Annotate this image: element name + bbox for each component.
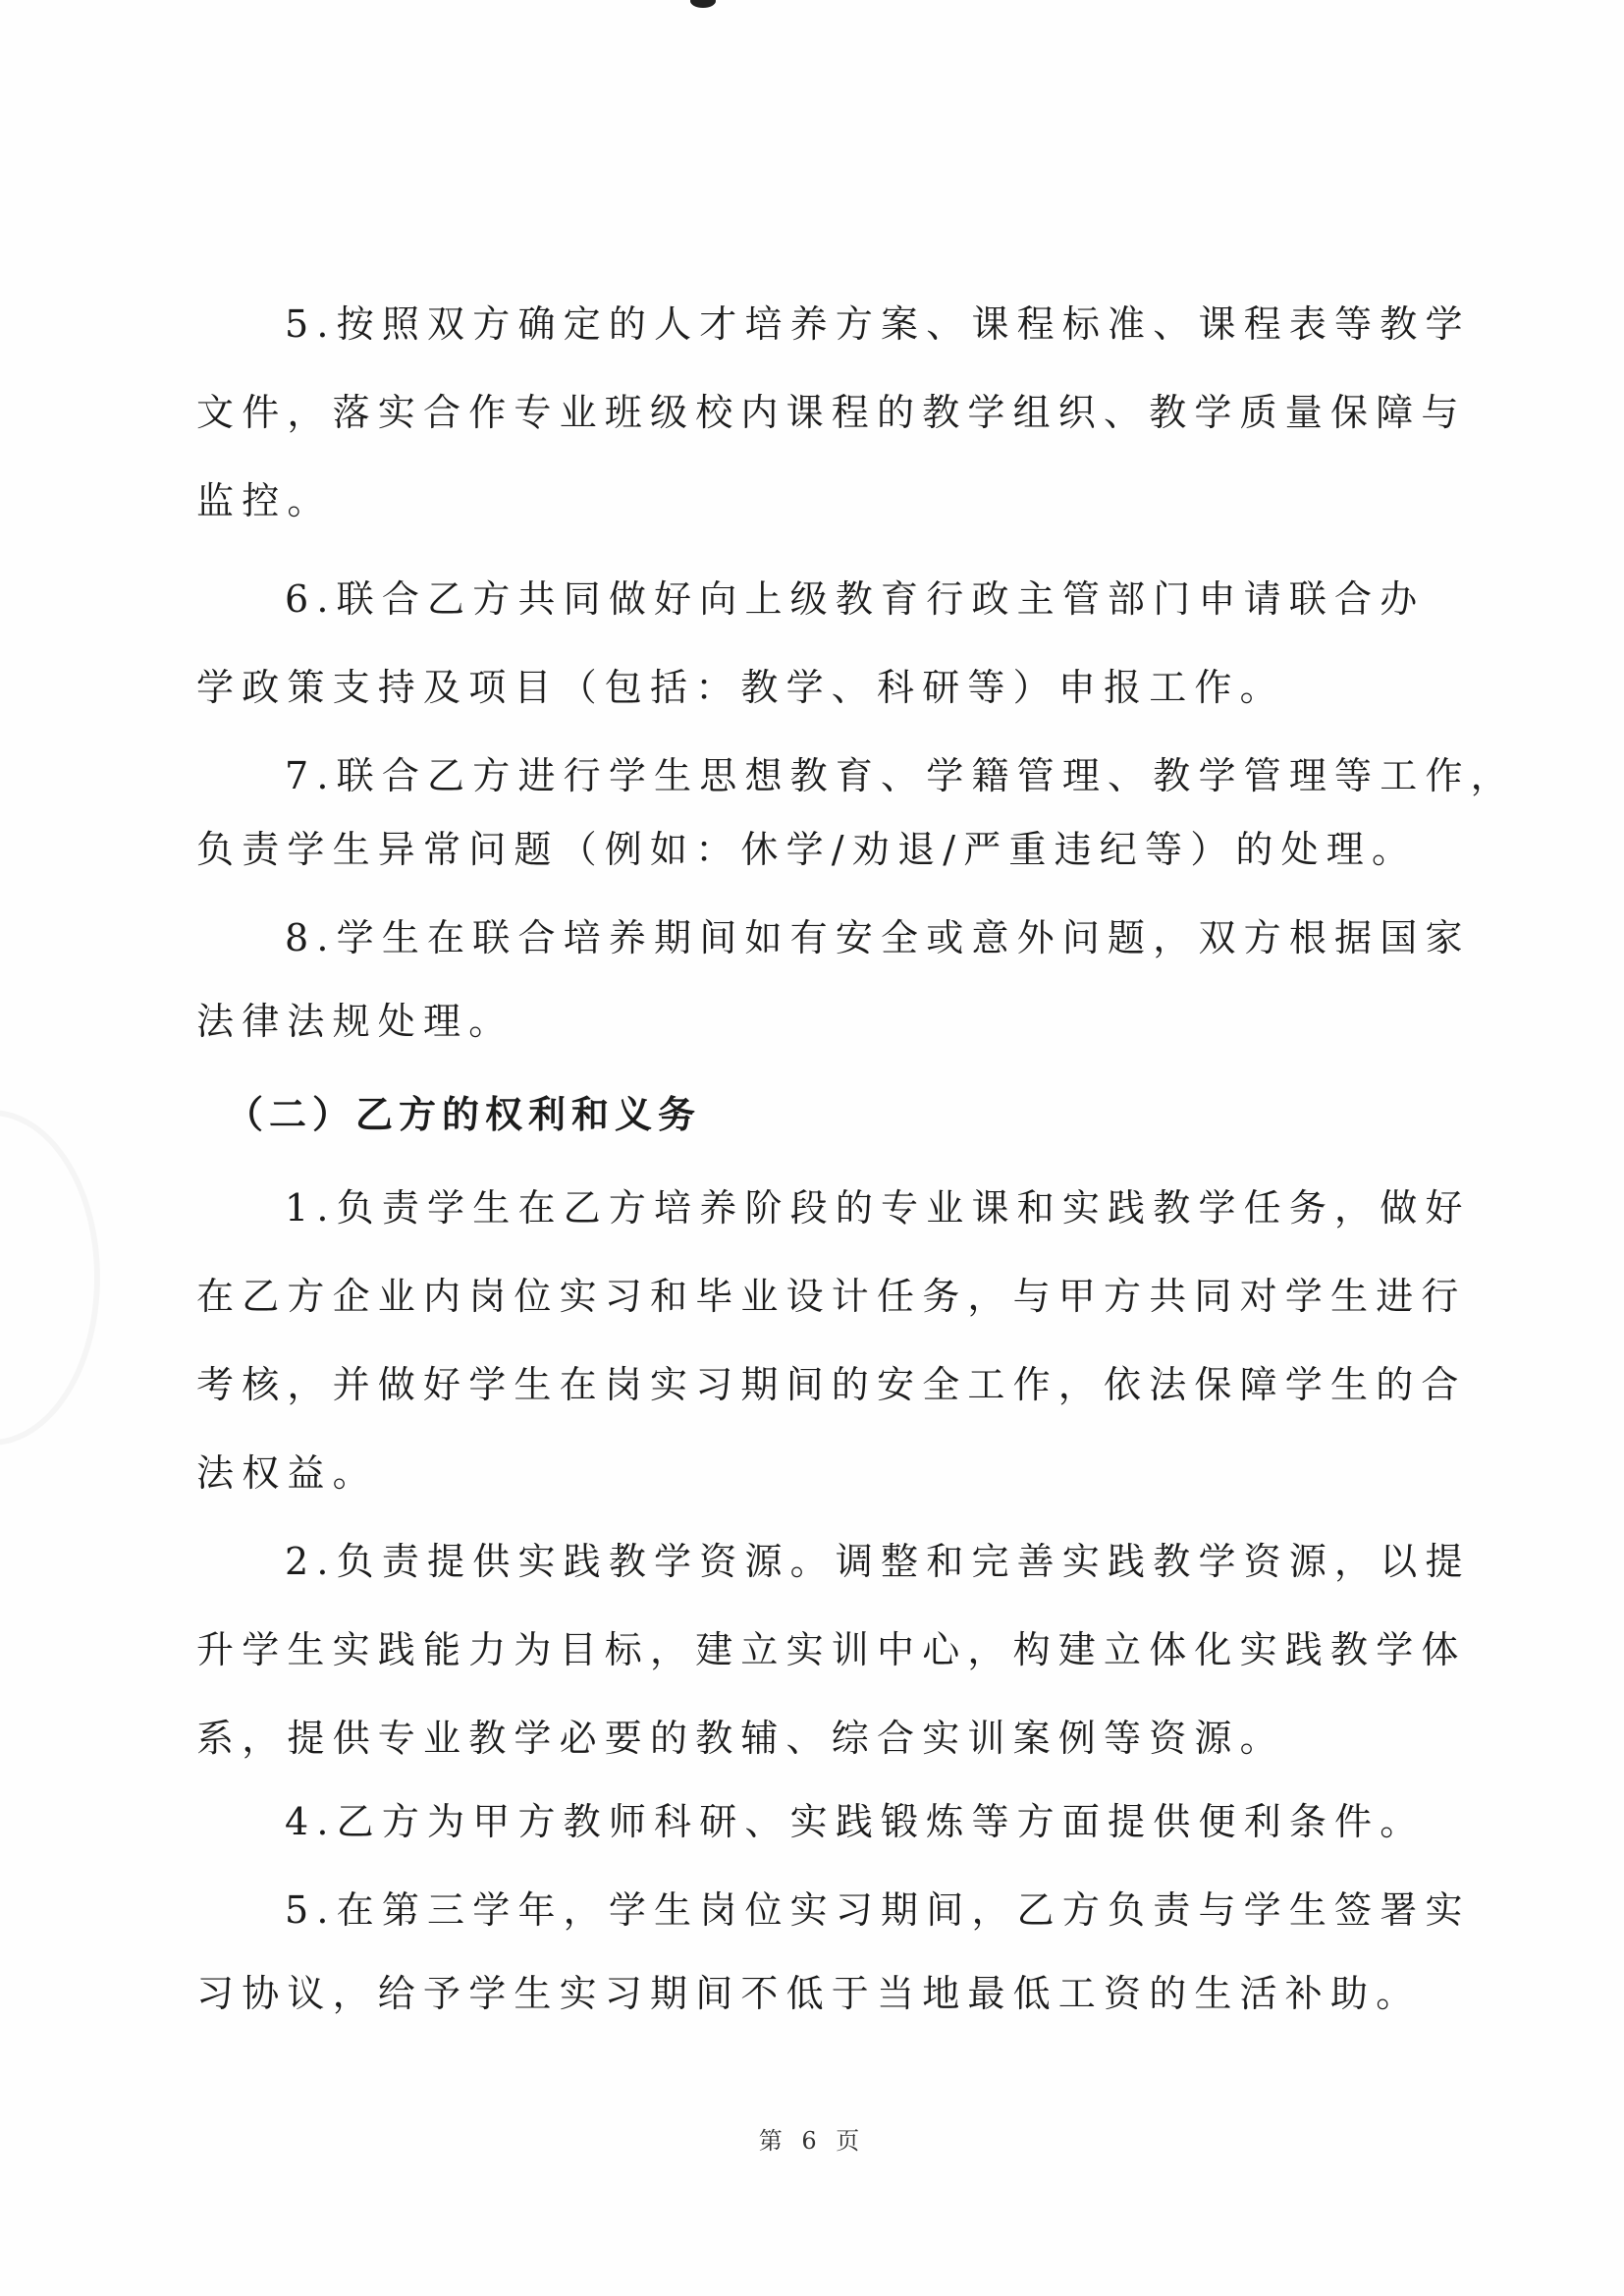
paragraph-line: 负责学生异常问题（例如：休学/劝退/严重违纪等）的处理。 <box>196 828 1418 871</box>
paragraph-line: 考核，并做好学生在岗实习期间的安全工作，依法保障学生的合 <box>196 1363 1467 1406</box>
paragraph-line: 7.联合乙方进行学生思想教育、学籍管理、教学管理等工作， <box>285 754 1516 797</box>
paragraph-line: 1.负责学生在乙方培养阶段的专业课和实践教学任务，做好 <box>285 1186 1471 1230</box>
paragraph-line: 在乙方企业内岗位实习和毕业设计任务，与甲方共同对学生进行 <box>196 1275 1467 1318</box>
paragraph-line: 6.联合乙方共同做好向上级教育行政主管部门申请联合办 <box>285 577 1426 621</box>
paragraph-line: 学政策支持及项目（包括：教学、科研等）申报工作。 <box>196 666 1285 709</box>
paragraph-line: 法律法规处理。 <box>196 1000 514 1043</box>
paragraph-line: 5.按照双方确定的人才培养方案、课程标准、课程表等教学 <box>285 302 1471 346</box>
faded-seal-stamp <box>0 1110 100 1446</box>
page-number-footer: 第 6 页 <box>758 2127 866 2155</box>
scan-artifact-dot <box>690 0 716 8</box>
paragraph-line: 升学生实践能力为目标，建立实训中心，构建立体化实践教学体 <box>196 1628 1467 1671</box>
paragraph-line: 2.负责提供实践教学资源。调整和完善实践教学资源，以提 <box>285 1540 1471 1583</box>
paragraph-line: 习协议，给予学生实习期间不低于当地最低工资的生活补助。 <box>196 1972 1422 2015</box>
paragraph-line: 5.在第三学年，学生岗位实习期间，乙方负责与学生签署实 <box>285 1888 1471 1932</box>
paragraph-line: 4.乙方为甲方教师科研、实践锻炼等方面提供便利条件。 <box>285 1800 1426 1843</box>
paragraph-line: 文件，落实合作专业班级校内课程的教学组织、教学质量保障与 <box>196 391 1467 434</box>
paragraph-line: 法权益。 <box>196 1451 378 1495</box>
paragraph-line: 系，提供专业教学必要的教辅、综合实训案例等资源。 <box>196 1717 1285 1760</box>
section-heading: （二）乙方的权利和义务 <box>226 1093 702 1136</box>
paragraph-line: 监控。 <box>196 479 333 522</box>
paragraph-line: 8.学生在联合培养期间如有安全或意外问题，双方根据国家 <box>285 916 1471 959</box>
